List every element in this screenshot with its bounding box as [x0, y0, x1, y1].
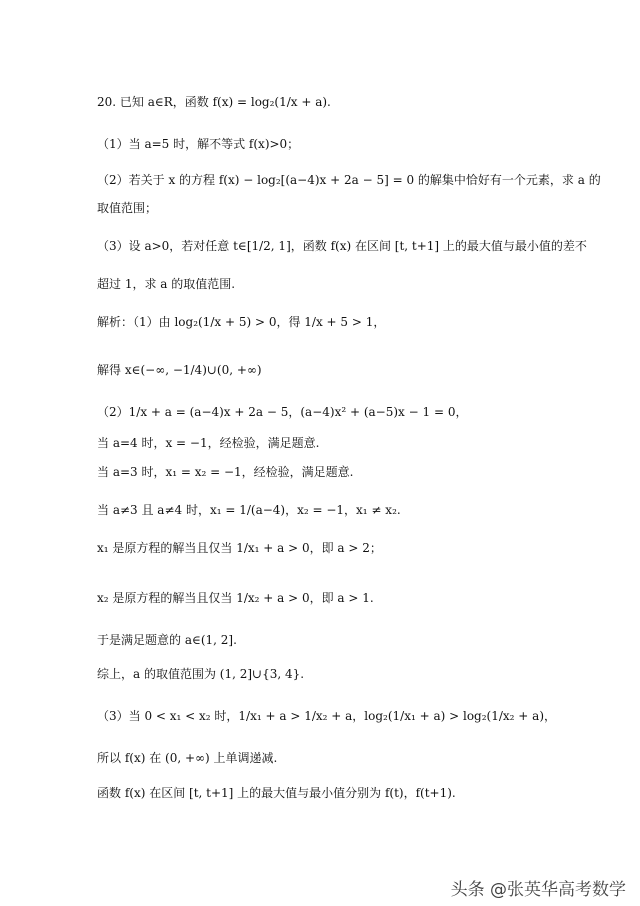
- problem-stem: 20. 已知 a∈R，函数 f(x) = log₂(1/x + a).: [97, 95, 331, 109]
- solution-part-2-line-6: x₂ 是原方程的解当且仅当 1/x₂ + a > 0，即 a > 1.: [97, 591, 374, 605]
- solution-part-2-line-8: 综上，a 的取值范围为 (1, 2]∪{3, 4}.: [97, 667, 305, 681]
- problem-part-2-line-1: （2）若关于 x 的方程 f(x) − log₂[(a−4)x + 2a − 5] = 0 的解集中恰好有一个元素，求 a 的: [97, 173, 601, 187]
- solution-part-2-line-4: 当 a≠3 且 a≠4 时，x₁ = 1/(a−4)，x₂ = −1，x₁ ≠ x₂.: [97, 503, 401, 517]
- solution-part-1-line-2: 解得 x∈(−∞, −1/4)∪(0, +∞): [97, 363, 262, 377]
- watermark: 头条 @张英华高考数学: [450, 880, 626, 900]
- solution-part-2-line-1: （2）1/x + a = (a−4)x + 2a − 5，(a−4)x² + (a−5)x − 1 = 0，: [97, 405, 468, 419]
- problem-part-2-line-2: 取值范围；: [97, 201, 158, 215]
- solution-part-2-line-3: 当 a=3 时，x₁ = x₂ = −1，经检验，满足题意.: [97, 465, 354, 479]
- solution-part-2-line-5: x₁ 是原方程的解当且仅当 1/x₁ + a > 0，即 a > 2；: [97, 541, 382, 555]
- solution-part-1-line-1: 解析：（1）由 log₂(1/x + 5) > 0，得 1/x + 5 > 1，: [97, 315, 386, 329]
- solution-part-3-line-1: （3）当 0 < x₁ < x₂ 时，1/x₁ + a > 1/x₂ + a，log₂(1/x₁ + a) > log₂(1/x₂ + a)，: [97, 709, 557, 723]
- problem-part-3-line-2: 超过 1，求 a 的取值范围.: [97, 277, 236, 291]
- problem-part-3-line-1: （3）设 a>0，若对任意 t∈[1/2, 1]，函数 f(x) 在区间 [t, t+1] 上的最大值与最小值的差不: [97, 239, 587, 253]
- solution-part-2-line-2: 当 a=4 时，x = −1，经检验，满足题意.: [97, 436, 320, 450]
- solution-part-3-line-2: 所以 f(x) 在 (0, +∞) 上单调递减.: [97, 751, 278, 765]
- solution-part-3-line-3: 函数 f(x) 在区间 [t, t+1] 上的最大值与最小值分别为 f(t)，f(t+1).: [97, 786, 456, 800]
- problem-part-1: （1）当 a=5 时，解不等式 f(x)>0；: [97, 137, 300, 151]
- solution-part-2-line-7: 于是满足题意的 a∈(1, 2].: [97, 633, 237, 647]
